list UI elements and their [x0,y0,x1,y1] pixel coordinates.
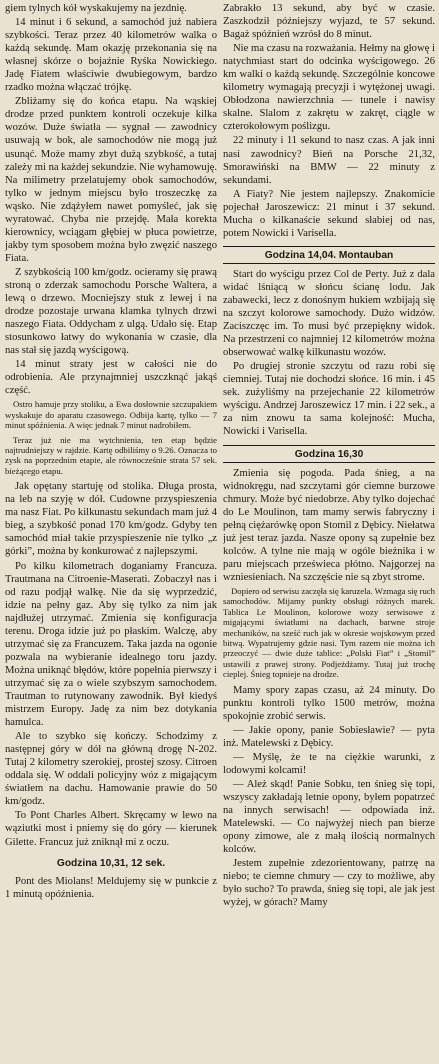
left-column [5,2,217,1064]
paragraph: 14 minut straty jest w całości nie do odrobienia. Ale przynajmniej uszczknąć jakąś część. [5,359,217,397]
paragraph: 22 minuty i 11 sekund to nasz czas. A jak inni nasi zawodnicy? Bień na Porsche 21,32, Smorawiński na BMW — 22 minuty z sekundami. [223,135,435,186]
section-heading: Godzina 10,31, 12 sek. [56,857,166,869]
paragraph: Zabrakło 13 sekund, aby być w czasie. Zaszkodził późniejszy wyjazd, te 57 sekund. Bagaż spóźnień wzrósł do 8 minut. [223,3,435,41]
small-print-paragraph: Ostro hamuje przy stoliku, a Ewa dosłownie szczupakiem wyskakuje do aparatu czasowego. Odbija kartę, tylko — 7 minut spóźnienia. A więc jednak 7 minut nadrobiłem. [5,399,217,431]
paragraph: A Fiaty? Nie jestem najlepszy. Znakomicie pojechał Jaroszewicz: 21 minut i 37 sekund. Mucha o kilkanaście sekund słabiej od nas, potem Nowicki i Varisella. [223,188,435,239]
small-print-paragraph: Teraz już nie ma wytchnienia, ten etap będzie najtrudniejszy w rajdzie. Kartę odbiliśmy o 9.26. Oznacza to zysk na poprzednim etapie, ale równocześnie strata 57 sek. bieżącego etapu. [5,434,217,476]
paragraph: Ale to szybko się kończy. Schodzimy z następnej góry w dół na główną drogę N-202. Tutaj 2 kilometry szerokiej, prostej szosy. Citroen oddala się. W oddali policyjny wóz z migającym światłem na dachu. Hamowanie prawie do 50 km/godz. [5,731,217,808]
paragraph: 14 minut i 6 sekund, a samochód już nabiera szybkości. Teraz przez 40 kilometrów walka o każdą sekundę. Mam okazję przekonania się na własnej skórze o bojaźnie Ryśka Nowickiego. Jadę Fiatem właściwie dwubiegowym, bardzo rzadko można włączać trójkę. [5,17,217,94]
paragraph: Po drugiej stronie szczytu od razu robi się ciemniej. Tutaj nie dochodzi słońce. 16 min. i 45 sek. zużyliśmy na przejechanie 22 kilometrów wyścigu. Andrzej Jaroszewicz 17 min. i 22 sek., a za nim znowu ta sama kolejność: Mucha, Nowicki i Varisella. [223,361,435,438]
paragraph: — Myślę, że te na ciężkie warunki, z lodowymi kolcami! [223,751,435,776]
paragraph: Jestem zupełnie zdezorientowany, patrzę na niebo; te ciemne chmury — czy to możliwe, aby było sucho? To prawda, śnieg się topi, ale jak jest wyżej, w górach? Mamy [223,858,435,909]
paragraph: Jak opętany startuję od stolika. Długa prosta, na leb na szyję w dół. Cudowne przyspieszenia ma nasz Fiat. Po kilkunastu sekundach mam już 4 bieg, a szybkość ponad 170 km/godz. Gdyby ten samochód miał takie przyspieszenie nie tylko „z górki”, można by konkurować z najlepszymi. [5,481,217,558]
paragraph: Nie ma czasu na rozważania. Hełmy na głowę i natychmiast start do odcinka wyścigowego. 26 km walki o każdą sekundę. Szczególnie koncowe kilometry wymagają precyzji i wytężonej uwagi. Obłodzona nawierzchnia — tunele i nawisy skalne. Slalom z zakrętu w zakręt, ciągle w czterokołowym poślizgu. [223,43,435,133]
paragraph: Z szybkością 100 km/godz. ocieramy się prawą stroną o zderzak samochodu Porsche Waltera, a lewą o drzewo. Mocniejszy stuk z lewej i na drodze pozostaje urwana klamka tylnych drzwi naszego Fiata. Oddycham z ulgą. Udało się. Etap stosunkowo łatwy do wykonania w czasie, dla nas stał się jazdą wyścigową. [5,266,217,357]
section-heading: Godzina 14,04. Montauban [223,246,435,264]
paragraph: Zbliżamy się do końca etapu. Na wąskiej drodze przed punktem kontroli oczekuje kilka wozów. Duże światła — sygnał — zawodnicy usuwają w bok, ale samochodów nie mogą już usunąć. Może mamy zbyt dużą szybkość, a tutaj zależy mi na każdej sekundzie. Nie wyhamowuję. Na milimetry przelatujemy obok samochodów, tylko w jednym miejscu było troszeczkę za wąsko. Nie zdążyłem nawet pomyśleć, jak się wyratować. Chyba nie przejdę. Mała korekta kierownicy, wciągam głębiej w płuca powietrze, jakby tym sposobem można było zwęzić naszego Fiata. [5,96,217,264]
paragraph: Mamy spory zapas czasu, aż 24 minuty. Do punktu kontroli tylko 1500 metrów, można spokojnie zrobić serwis. [223,684,435,722]
section-heading: Godzina 16,30 [223,445,435,463]
paragraph: Po kilku kilometrach doganiamy Francuza. Trautmana na Citroenie-Maserati. Zobaczył nas i od razu podjął walkę. Nie da się wyprzedzić, idzie na pełny gaz. Aby się tylko za nim jak najdłużej utrzymać. Zmienia się konfiguracja terenu. Droga idzie już po płaskim. Walczę, aby utrzymać się za Francuzem. Taka jazda na ogonie pozwala na wybieranie idealnego toru jazdy. Można uniknąć błędów, które popełnia pierwszy i utrzymać się za o wiele szybszym samochodem. Trautman to rutynowany zawodnik. Był kiedyś mistrzem Europy. Jadę za nim bez dotykania hamulca. [5,560,217,729]
paragraph: To Pont Charles Albert. Skręcamy w lewo na wąziutki most i pniemy się do góry — kierunek Gilette. Francuz już zniknął mi z oczu. [5,810,217,848]
paragraph: — Jakie opony, panie Sobiesławie? — pyta inż. Matelewski z Dębicy. [223,724,435,749]
paragraph: Start do wyścigu przez Col de Perty. Już z dala widać lśniącą w słońcu ścianę lodu. Jak zabawecki, lecz z donośnym hukiem wzbijają się na szczyt kolorowe samochody. Dużo widzów. Zaciszczęc im. To musi być przepiękny widok. Na przestrzeni co najmniej 12 kilometrów można obserwować walkę kilkunastu wozów. [223,268,435,359]
paragraph: Zmienia się pogoda. Pada śnieg, a na widnokręgu, nad szczytami gór ciemne burzowe chmury. Może być niedobrze. Aby tylko dojechać do Le Moulinon, tam mamy serwis fabryczny i pełną ciężarówkę opon Stomil z Dębicy. Niełatwa już jest teraz jazda. Nasze opony są zupełnie bez kolców. A tylne nie mają w ogóle bieżnika i w paru miejscach prześwieca płótno. Najgorzej na wzniesieniach. Na szczęście nie są zbyt strome. [223,467,435,583]
paragraph: — Ależ skąd! Panie Sobku, ten śnieg się topi, wszyscy zakładają letnie opony, byłem popatrzeć na innych serwisach! — odpowiada inż. Matelewski. — Co najwyżej niech pan bierze opony zimowe, ale z małą ilością normalnych kolców. [223,778,435,856]
paragraph: Pont des Miolans! Meldujemy się w punkcie z 1 minutą opóźnienia. [5,875,217,900]
paragraph: giem tylnych kół wyskakujemy na jezdnię. [5,3,187,14]
small-print-paragraph: Dopiero od serwisu zaczęła się karuzela. Wzmaga się ruch samochodów. Mijamy punkty obsługi różnych marek. Tablica Le Moulinon, kolorowe wozy serwisowe z migającymi światłami na dachach, barwne stroje mechaników, na sześć ruch jak w okresie wojskowym przed bitwą. Wypatrujemy gdzie nasi. Tym razem nie można ich przeoczyć — dwie duże tablice: „Polski Fiat” i „Stomil” ustawili z prawej strony. Podjeżdżamy. Tutaj już trochę cieplej. Śnieg topnieje na drodze. [223,585,435,680]
right-column [223,2,435,1064]
